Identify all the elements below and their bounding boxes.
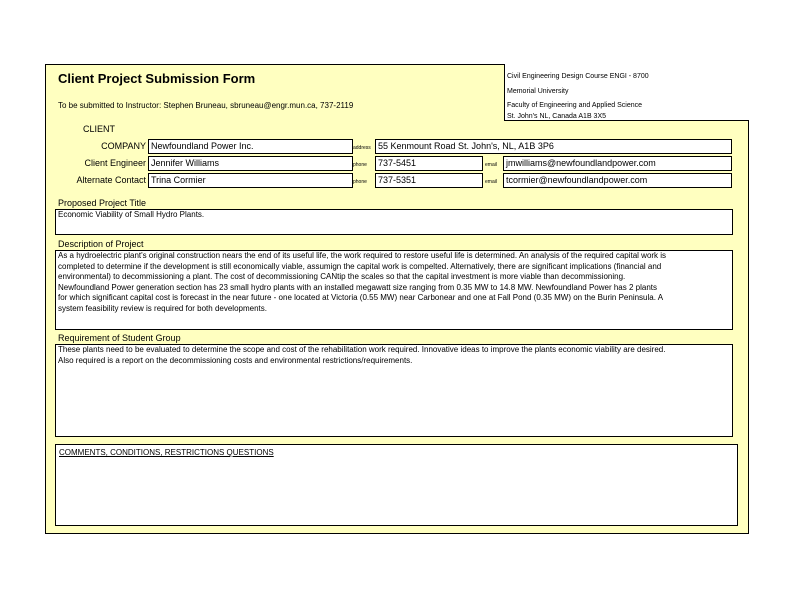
project-title-field[interactable] xyxy=(55,209,733,235)
description-line: As a hydroelectric plant's original construction nears the end of its useful life, the work required to restore useful life is determined. An analysis of the required capital work is xyxy=(58,251,667,260)
description-label: Description of Project xyxy=(58,239,144,249)
client-engineer-field[interactable]: Jennifer Williams xyxy=(148,156,353,171)
engineer-phone-field[interactable]: 737-5451 xyxy=(375,156,483,171)
requirement-field[interactable] xyxy=(55,344,733,437)
comments-field[interactable] xyxy=(55,444,738,526)
client-engineer-label: Client Engineer xyxy=(84,158,146,168)
alternate-contact-label: Alternate Contact xyxy=(76,175,146,185)
company-label: COMPANY xyxy=(101,141,146,151)
project-title-label: Proposed Project Title xyxy=(58,198,147,208)
alternate-phone-field[interactable]: 737-5351 xyxy=(375,173,483,188)
alternate-email-label: email xyxy=(485,179,497,185)
address-field[interactable]: 55 Kenmount Road St. John's, NL, A1B 3P6 xyxy=(375,139,732,154)
alternate-contact-field[interactable]: Trina Cormier xyxy=(148,173,353,188)
engineer-email-field[interactable]: jmwilliams@newfoundlandpower.com xyxy=(503,156,732,171)
description-line: completed to determine if the development is still economically viable, assumign the capital work is compelted. Alternatively, there are significant implications (financial and xyxy=(58,261,662,271)
requirement-line: These plants need to be evaluated to determine the scope and cost of the rehabilitation work required. Innovative ideas to improve the plants economic viability are desired. xyxy=(58,345,666,354)
course-info-line: Faculty of Engineering and Applied Science xyxy=(507,102,643,109)
description-line: system feasibility review is required for both developments. xyxy=(58,303,267,313)
comments-label: COMMENTS, CONDITIONS, RESTRICTIONS QUESTIONS xyxy=(59,448,274,457)
description-line: environmental) to decommissioning a plant. The cost of decommissioning CANtip the scales so that the capital investment is more viable than decommissioning. xyxy=(58,272,626,281)
client-heading: CLIENT xyxy=(83,124,116,134)
instructor-line: To be submitted to Instructor: Stephen Bruneau, sbruneau@engr.mun.ca, 737-2119 xyxy=(58,101,354,110)
course-info-line: Civil Engineering Design Course ENGI - 8700 xyxy=(507,73,649,80)
engineer-phone-label: phone xyxy=(353,162,367,168)
alternate-email-field[interactable]: tcormier@newfoundlandpower.com xyxy=(503,173,732,188)
description-field[interactable] xyxy=(55,250,733,330)
requirement-label: Requirement of Student Group xyxy=(58,333,181,343)
address-label: address xyxy=(353,145,371,151)
engineer-email-label: email xyxy=(485,162,497,168)
alternate-phone-label: phone xyxy=(353,179,367,185)
course-info-line: Memorial University xyxy=(507,88,569,95)
course-info-line: St. John's NL, Canada A1B 3X5 xyxy=(507,113,607,120)
form-title: Client Project Submission Form xyxy=(58,71,256,86)
requirement-line: Also required is a report on the decommissioning costs and environmental restrictions/requirements. xyxy=(58,355,413,365)
project-title-value: Economic Viability of Small Hydro Plants. xyxy=(58,210,205,219)
description-line: Newfoundland Power generation section has 23 small hydro plants with an installed megawatt size ranging from 0.35 MW to 14.8 MW. Newfoundland Power has 2 plants xyxy=(58,282,657,292)
description-line: for which significant capital cost is forecast in the near future - one located at Victoria (0.55 MW) near Carbonear and one at Fall Pond (0.35 MW) on the Burin Peninsula. A xyxy=(58,293,664,302)
company-field[interactable]: Newfoundland Power Inc. xyxy=(148,139,353,154)
